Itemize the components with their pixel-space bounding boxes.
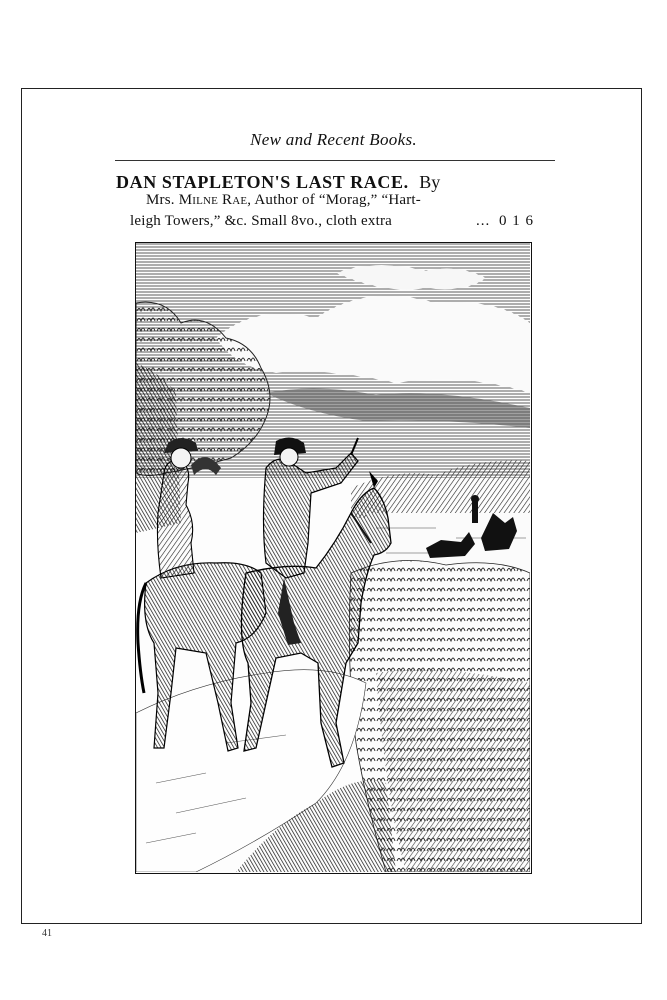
author-works-text: , Author of “Morag,” “Hart- [247, 192, 421, 208]
book-price [476, 213, 534, 230]
engraving-horse-riders-icon [136, 243, 530, 872]
book-description-line-1 [146, 192, 421, 209]
heading-rule [115, 160, 555, 161]
author-name: Milne Rae [178, 192, 248, 208]
page-number: 41 [42, 928, 52, 939]
book-by-label: By [419, 172, 441, 192]
book-entry-title-line [116, 172, 440, 193]
engraving-illustration [135, 242, 532, 874]
heather-shadow [376, 670, 530, 872]
book-description-line-2: leigh Towers,” &c. Small 8vo., cloth extra [130, 213, 393, 229]
author-honorific: Mrs. [146, 192, 175, 208]
price-leader-dots: ... [476, 213, 491, 229]
book-title: DAN STAPLETON'S LAST RACE. [116, 172, 409, 192]
price-value: 0 1 6 [499, 213, 534, 229]
section-heading: New and Recent Books. [250, 130, 417, 149]
